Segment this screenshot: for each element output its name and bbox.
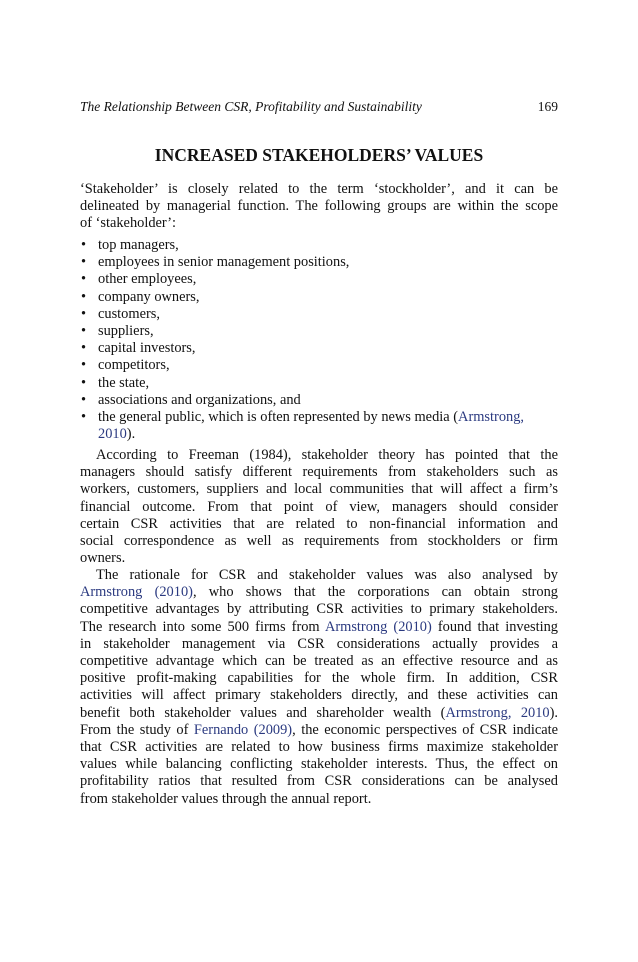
bullet-icon: • xyxy=(81,288,87,305)
text-run: ). xyxy=(126,426,136,443)
running-title: The Relationship Between CSR, Profitability and Sustainability xyxy=(80,99,422,114)
text-run: the general public, which is often represented by news media ( xyxy=(98,409,459,425)
section-title: INCREASED STAKEHOLDERS’ VALUES xyxy=(154,145,484,165)
text-run: certain CSR activities that are related to non-financial information and xyxy=(80,515,558,532)
text-run: top managers, xyxy=(98,237,179,253)
paragraph-line xyxy=(80,499,558,516)
bullet-item xyxy=(81,391,558,409)
text-run: competitive advantage which can be treated as an effective resource and as xyxy=(80,653,558,669)
bullet-icon: • xyxy=(81,237,87,253)
bullet-item xyxy=(81,305,558,323)
paragraph-line xyxy=(80,181,558,198)
paragraph-line xyxy=(80,619,558,636)
text-run: ‘Stakeholder’ is closely related to the term ‘stockholder’, and it can be xyxy=(80,181,558,197)
page-number: 169 xyxy=(537,99,558,114)
text-run: in stakeholder management via CSR considerations actually provides a xyxy=(80,635,558,652)
text-run: benefit both stakeholder values and shareholder wealth ( xyxy=(80,704,446,721)
bullet-item xyxy=(81,340,558,357)
text-run: values while balancing conflicting stakeholder interests. Thus, the effect on xyxy=(80,756,558,773)
bullet-icon: • xyxy=(81,305,87,322)
bullet-item xyxy=(81,374,558,392)
running-header xyxy=(80,99,558,115)
bullet-icon: • xyxy=(81,409,87,425)
paragraph-line xyxy=(96,447,558,464)
paragraph-line xyxy=(80,722,558,739)
bullet-item xyxy=(81,271,558,288)
bullet-icon: • xyxy=(81,391,87,408)
text-run: found that investing xyxy=(431,618,558,635)
citation-link[interactable]: Armstrong, 2010 xyxy=(445,704,550,721)
text-run: The research into some 500 firms from xyxy=(80,618,325,635)
text-run: , the economic perspectives of CSR indicate xyxy=(292,721,559,738)
text-run: delineated by managerial function. The following groups are within the scope xyxy=(80,198,558,215)
text-run: workers, customers, suppliers and local communities that will affect a firm’s xyxy=(80,481,558,498)
paragraph-line xyxy=(80,584,558,601)
paragraph-line xyxy=(96,567,558,584)
text-run: financial outcome. From that point of view, managers should consider xyxy=(80,498,558,515)
text-run: From the study of xyxy=(80,721,194,738)
text-run: The rationale for CSR and stakeholder values was also analysed by xyxy=(96,567,558,583)
text-run: activities will affect primary stakeholders directly, and these activities can xyxy=(80,687,558,704)
paragraph-line xyxy=(80,687,558,704)
paragraph-line xyxy=(80,739,558,756)
paragraph-line xyxy=(80,705,558,722)
citation-link[interactable]: Armstrong (2010) xyxy=(80,584,193,601)
text-run: company owners, xyxy=(98,288,200,305)
bullet-icon: • xyxy=(81,254,87,271)
text-run: owners. xyxy=(80,550,126,567)
text-run: capital investors, xyxy=(98,340,196,357)
bullet-item xyxy=(81,288,558,306)
bullet-item xyxy=(81,254,558,271)
text-run: , who shows that the corporations can obtain strong xyxy=(192,584,558,601)
text-run: ). xyxy=(549,704,558,721)
bullet-icon: • xyxy=(81,340,87,357)
text-run: other employees, xyxy=(98,271,197,288)
paragraph-line xyxy=(80,756,558,773)
paragraph-line xyxy=(80,601,558,618)
text-run: According to Freeman (1984), stakeholder theory has pointed that the xyxy=(96,447,558,463)
citation-link[interactable]: 2010 xyxy=(98,426,127,443)
text-run: positive profit-making capabilities for the whole firm. In addition, CSR xyxy=(80,670,558,687)
paragraph-line xyxy=(80,215,558,232)
paragraph-line xyxy=(80,198,558,215)
text-run: competitors, xyxy=(98,357,170,374)
text-run: customers, xyxy=(98,305,160,322)
text-run: associations and organizations, and xyxy=(98,391,301,408)
text-run: from stakeholder values through the annual report. xyxy=(80,790,372,807)
citation-link[interactable]: Fernando (2009) xyxy=(193,721,293,738)
paragraph-line xyxy=(80,550,558,567)
text-run: employees in senior management positions, xyxy=(98,254,350,271)
bullet-item xyxy=(81,237,558,254)
paragraph-line xyxy=(80,533,558,550)
paragraph-line xyxy=(80,773,558,790)
text-run: competitive advantages by attributing CSR activities to primary stakeholders. xyxy=(80,601,558,618)
citation-link[interactable]: Armstrong, xyxy=(458,409,524,425)
text-run: profitability ratios that resulted from CSR considerations can be analysed xyxy=(80,773,558,790)
bullet-icon: • xyxy=(81,271,87,288)
paragraph-line xyxy=(80,464,558,481)
text-run: managers should satisfy different requirements from stakeholders such as xyxy=(80,464,558,481)
paragraph-line xyxy=(80,481,558,498)
bullet-icon: • xyxy=(81,374,87,391)
bullet-icon: • xyxy=(81,323,87,339)
paragraph-line xyxy=(80,653,558,670)
bullet-item xyxy=(81,357,558,374)
paragraph-line xyxy=(80,670,558,687)
paragraph-line xyxy=(80,791,558,808)
bullet-icon: • xyxy=(81,357,87,374)
text-run: that CSR activities are related to how business firms maximize stakeholder xyxy=(80,739,558,755)
paragraph-line xyxy=(80,516,558,533)
text-run: suppliers, xyxy=(98,323,154,339)
text-run: the state, xyxy=(98,374,150,391)
text-run: social correspondence as well as requirements from stockholders or firm xyxy=(80,533,558,549)
text-run: of ‘stakeholder’: xyxy=(80,215,177,232)
citation-link[interactable]: Armstrong (2010) xyxy=(324,618,432,635)
paragraph-line xyxy=(80,636,558,653)
bullet-item xyxy=(81,409,558,426)
bullet-item-continuation xyxy=(98,426,558,443)
bullet-item xyxy=(81,323,558,340)
